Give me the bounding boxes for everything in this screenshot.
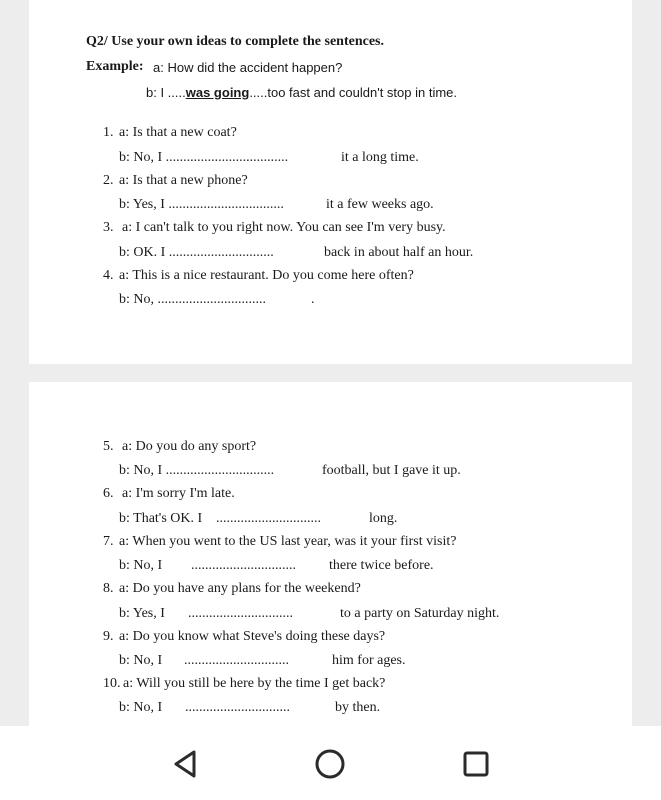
item-10-number: 10. [103, 676, 121, 691]
item-10-question: a: Will you still be here by the time I get back? [123, 676, 386, 691]
item-5-answer-blank[interactable]: b: No, I ............................... [119, 463, 275, 478]
item-5-question: a: Do you do any sport? [122, 439, 257, 454]
example-answer: b: I .....was going.....too fast and couldn't stop in time. [146, 85, 458, 100]
item-6-answer-blank[interactable]: .............................. [216, 511, 321, 526]
item-3-answer-blank[interactable]: b: OK. I .............................. [119, 245, 274, 260]
home-button[interactable] [310, 744, 350, 784]
recents-square-icon [456, 744, 496, 784]
item-9-answer-blank[interactable]: .............................. [184, 653, 289, 668]
back-triangle-icon [165, 744, 205, 784]
item-8-number: 8. [103, 581, 114, 596]
item-7-answer-start: b: No, I [119, 558, 163, 573]
item-10-answer-blank[interactable]: .............................. [185, 700, 290, 715]
item-3-question: a: I can't talk to you right now. You can see I'm very busy. [122, 220, 446, 235]
item-6-question: a: I'm sorry I'm late. [122, 486, 235, 501]
item-7-answer-end: there twice before. [329, 558, 434, 573]
item-9-question: a: Do you know what Steve's doing these days? [119, 629, 386, 644]
document-page-2 [29, 382, 632, 726]
item-7-answer-blank[interactable]: .............................. [191, 558, 296, 573]
item-8-answer-start: b: Yes, I [119, 606, 165, 621]
item-4-question: a: This is a nice restaurant. Do you come here often? [119, 268, 414, 283]
item-9-answer-start: b: No, I [119, 653, 163, 668]
recents-button[interactable] [456, 744, 496, 784]
item-3-number: 3. [103, 220, 114, 235]
item-3-answer-end: back in about half an hour. [324, 245, 474, 260]
item-4-answer-end: . [311, 292, 315, 307]
item-5-number: 5. [103, 439, 114, 454]
document-page-1 [29, 0, 632, 364]
item-8-answer-blank[interactable]: .............................. [188, 606, 293, 621]
item-10-answer-start: b: No, I [119, 700, 163, 715]
question-heading: Q2/ Use your own ideas to complete the sentences. [86, 34, 384, 49]
item-2-answer-blank[interactable]: b: Yes, I ................................. [119, 197, 284, 212]
item-10-answer-end: by then. [335, 700, 381, 715]
item-4-number: 4. [103, 268, 114, 283]
item-5-answer-end: football, but I gave it up. [322, 463, 461, 478]
example-answer-fill: was going [185, 85, 250, 100]
item-8-answer-end: to a party on Saturday night. [340, 606, 500, 621]
item-1-answer-end: it a long time. [341, 150, 419, 165]
item-6-number: 6. [103, 486, 114, 501]
back-button[interactable] [165, 744, 205, 784]
home-circle-icon [310, 744, 350, 784]
item-6-answer-end: long. [369, 511, 398, 526]
item-4-answer-blank[interactable]: b: No, ............................... [119, 292, 266, 307]
example-question: a: How did the accident happen? [153, 60, 343, 75]
item-2-answer-end: it a few weeks ago. [326, 197, 434, 212]
item-7-question: a: When you went to the US last year, was it your first visit? [119, 534, 457, 549]
item-2-number: 2. [103, 173, 114, 188]
item-9-number: 9. [103, 629, 114, 644]
navigation-bar [0, 726, 661, 800]
example-label: Example: [86, 59, 144, 74]
item-9-answer-end: him for ages. [332, 653, 406, 668]
item-1-question: a: Is that a new coat? [119, 125, 237, 140]
item-7-number: 7. [103, 534, 114, 549]
item-8-question: a: Do you have any plans for the weekend? [119, 581, 361, 596]
item-2-question: a: Is that a new phone? [119, 173, 248, 188]
item-6-answer-start: b: That's OK. I [119, 511, 203, 526]
item-1-number: 1. [103, 125, 114, 140]
item-1-answer-blank[interactable]: b: No, I ................................... [119, 150, 289, 165]
